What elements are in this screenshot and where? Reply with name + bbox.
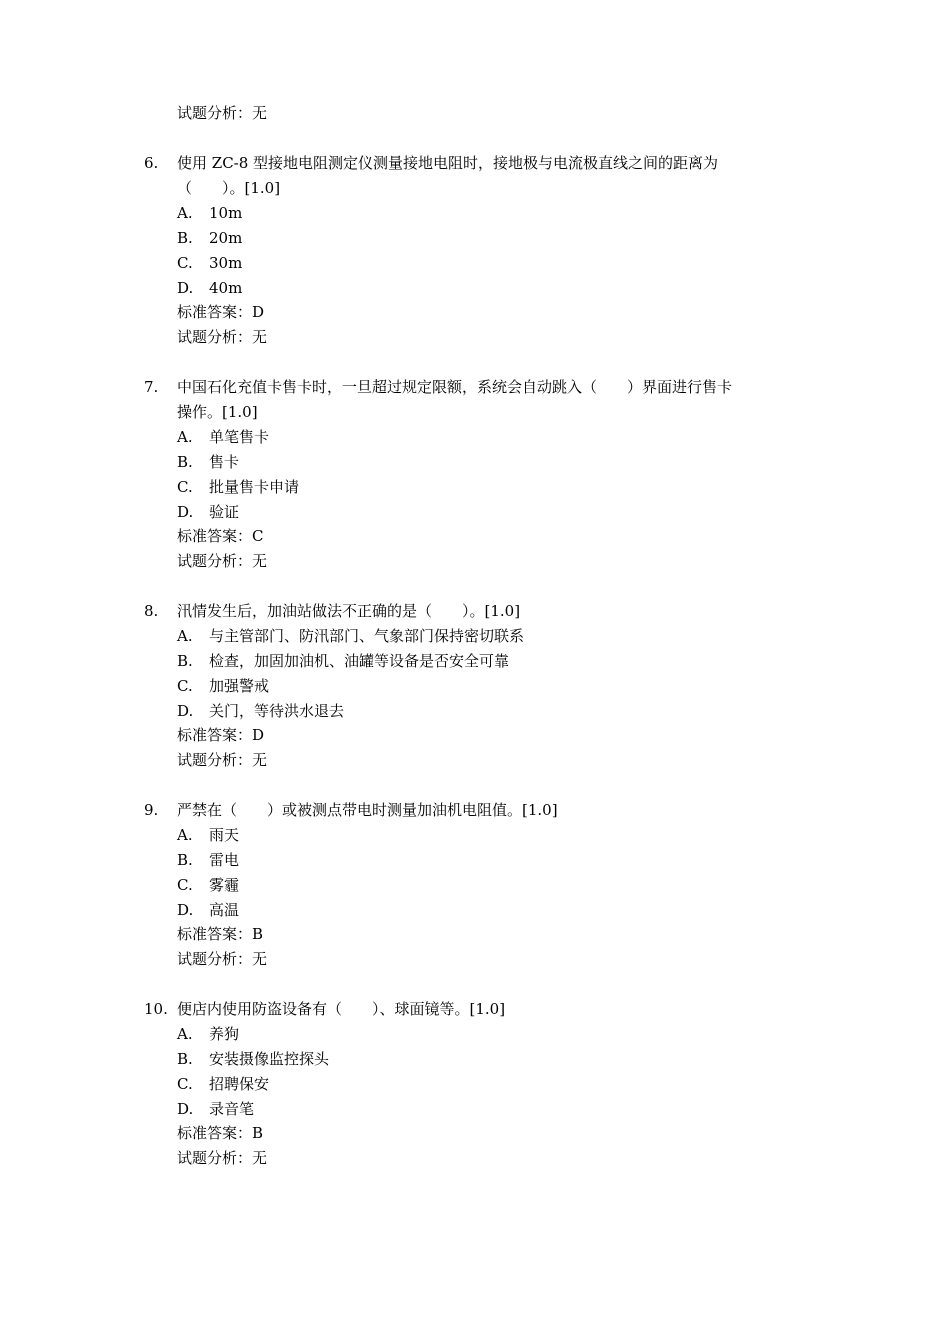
question-analysis: 试题分析：无 bbox=[177, 552, 268, 570]
option-letter-d: D. bbox=[177, 901, 194, 919]
standard-answer: 标准答案：B bbox=[177, 925, 264, 943]
option-text-b: 20m bbox=[209, 229, 243, 247]
option-text-b: 售卡 bbox=[209, 453, 240, 471]
option-text-c: 招聘保安 bbox=[209, 1075, 270, 1093]
option-letter-b: B. bbox=[177, 453, 193, 471]
option-letter-b: B. bbox=[177, 851, 193, 869]
question-number: 10. bbox=[144, 1000, 168, 1018]
option-text-c: 批量售卡申请 bbox=[209, 478, 300, 496]
question-stem-line-1: 严禁在（ ）或被测点带电时测量加油机电阻值。[1.0] bbox=[177, 801, 558, 819]
question-5-analysis: 试题分析：无 bbox=[177, 104, 268, 122]
standard-answer: 标准答案：C bbox=[177, 527, 264, 545]
option-text-a: 单笔售卡 bbox=[209, 428, 270, 446]
question-number: 6. bbox=[144, 154, 159, 172]
option-letter-c: C. bbox=[177, 1075, 193, 1093]
option-letter-b: B. bbox=[177, 1050, 193, 1068]
option-letter-a: A. bbox=[177, 1025, 193, 1043]
option-letter-d: D. bbox=[177, 702, 194, 720]
question-stem-line-1: 汛情发生后，加油站做法不正确的是（ ）。[1.0] bbox=[177, 602, 521, 620]
option-text-a: 养狗 bbox=[209, 1025, 240, 1043]
question-stem-line-1: 中国石化充值卡售卡时，一旦超过规定限额，系统会自动跳入（ ）界面进行售卡 bbox=[177, 378, 733, 396]
option-letter-c: C. bbox=[177, 677, 193, 695]
option-letter-a: A. bbox=[177, 428, 193, 446]
question-stem-line-1: 使用 ZC-8 型接地电阻测定仪测量接地电阻时，接地极与电流极直线之间的距离为 bbox=[177, 154, 719, 172]
option-text-a: 与主管部门、防汛部门、气象部门保持密切联系 bbox=[209, 627, 525, 645]
option-text-c: 30m bbox=[209, 254, 243, 272]
question-number: 9. bbox=[144, 801, 159, 819]
standard-answer: 标准答案：D bbox=[177, 303, 265, 321]
question-number: 7. bbox=[144, 378, 159, 396]
question-analysis: 试题分析：无 bbox=[177, 1149, 268, 1167]
standard-answer: 标准答案：D bbox=[177, 726, 265, 744]
option-letter-b: B. bbox=[177, 229, 193, 247]
question-analysis: 试题分析：无 bbox=[177, 328, 268, 346]
standard-answer: 标准答案：B bbox=[177, 1124, 264, 1142]
option-letter-a: A. bbox=[177, 204, 193, 222]
option-text-c: 加强警戒 bbox=[209, 677, 270, 695]
option-text-d: 高温 bbox=[209, 901, 240, 919]
question-analysis: 试题分析：无 bbox=[177, 950, 268, 968]
option-text-d: 关门，等待洪水退去 bbox=[209, 702, 345, 720]
option-letter-b: B. bbox=[177, 652, 193, 670]
question-number: 8. bbox=[144, 602, 159, 620]
option-letter-d: D. bbox=[177, 1100, 194, 1118]
option-text-c: 雾霾 bbox=[209, 876, 240, 894]
option-text-a: 雨天 bbox=[209, 826, 240, 844]
option-letter-a: A. bbox=[177, 627, 193, 645]
option-text-d: 40m bbox=[209, 279, 243, 297]
option-text-d: 验证 bbox=[209, 503, 240, 521]
option-text-b: 雷电 bbox=[209, 851, 240, 869]
option-letter-d: D. bbox=[177, 279, 194, 297]
option-letter-d: D. bbox=[177, 503, 194, 521]
option-letter-c: C. bbox=[177, 876, 193, 894]
option-text-b: 检查，加固加油机、油罐等设备是否安全可靠 bbox=[209, 652, 510, 670]
option-letter-c: C. bbox=[177, 478, 193, 496]
question-stem-line-2: （ ）。[1.0] bbox=[177, 179, 281, 197]
question-analysis: 试题分析：无 bbox=[177, 751, 268, 769]
option-text-a: 10m bbox=[209, 204, 243, 222]
option-text-b: 安装摄像监控探头 bbox=[209, 1050, 330, 1068]
question-stem-line-2: 操作。[1.0] bbox=[177, 403, 258, 421]
question-stem-line-1: 便店内使用防盗设备有（ ）、球面镜等。[1.0] bbox=[177, 1000, 506, 1018]
option-letter-a: A. bbox=[177, 826, 193, 844]
option-text-d: 录音笔 bbox=[209, 1100, 255, 1118]
option-letter-c: C. bbox=[177, 254, 193, 272]
